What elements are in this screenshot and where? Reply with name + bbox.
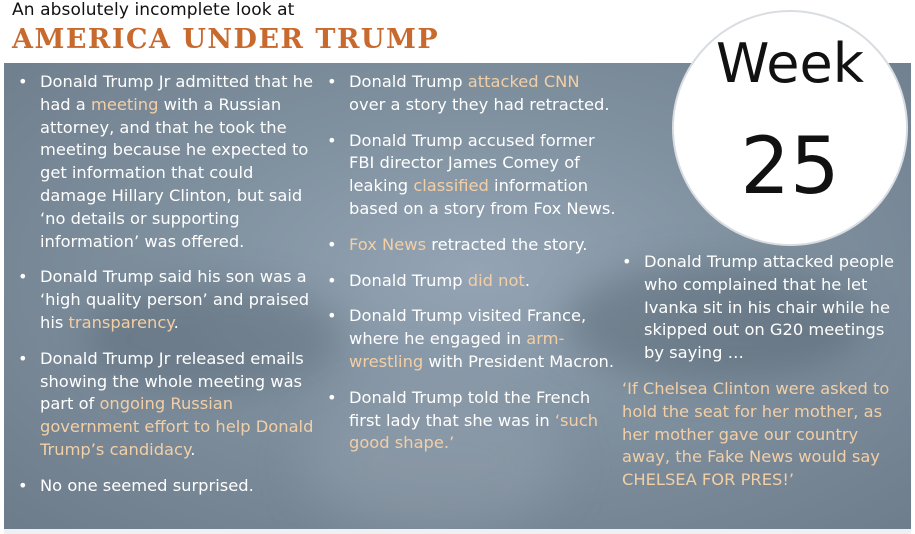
bullet-item bbox=[622, 251, 904, 365]
bottom-strip bbox=[4, 529, 911, 534]
bullet-icon: • bbox=[18, 267, 28, 287]
bullet-icon: • bbox=[327, 306, 337, 326]
news-column-2 bbox=[327, 71, 617, 468]
bullet-item bbox=[18, 71, 318, 253]
bullet-text: Donald Trump bbox=[349, 72, 468, 91]
bullet-text: Donald Trump bbox=[349, 270, 468, 290]
bullet-text: with President Macron. bbox=[423, 351, 615, 371]
bullet-item bbox=[18, 266, 318, 334]
bullet-text: Donald Trump accused former FBI director James Comey of leaking bbox=[349, 130, 595, 196]
highlighted-link-text[interactable]: attacked CNN bbox=[467, 72, 580, 91]
highlighted-link-text[interactable]: classified bbox=[413, 176, 489, 196]
highlighted-link-text[interactable]: Fox News bbox=[349, 234, 427, 254]
bullet-item bbox=[327, 305, 617, 373]
bullet-icon: • bbox=[622, 252, 632, 271]
bullet-item bbox=[327, 71, 617, 117]
week-label: Week bbox=[716, 32, 864, 95]
bullet-text: over a story they had retracted. bbox=[349, 94, 610, 114]
news-column-3 bbox=[622, 251, 904, 492]
bullet-text: . bbox=[173, 312, 179, 332]
page-title: AMERICA UNDER TRUMP bbox=[12, 24, 440, 55]
bullet-text: with a Russian attorney, and that he took the meeting because he expected to get information that could damage Hillary Clinton, but said ‘no details or supporting information’ was offered. bbox=[40, 94, 309, 251]
bullet-item bbox=[18, 475, 318, 498]
bullet-icon: • bbox=[327, 387, 337, 407]
bullet-text: Donald Trump told the French first lady that she was in bbox=[349, 387, 591, 430]
bullet-text: Donald Trump said his son was a ‘high quality person’ and praised his bbox=[40, 267, 310, 332]
quote-text: ‘If Chelsea Clinton were asked to hold the seat for her mother, as her mother gave our country away, the Fake News would say CHELSEA FOR PRES!’ bbox=[622, 378, 890, 490]
bullet-icon: • bbox=[327, 270, 337, 290]
bullet-text: retracted the story. bbox=[426, 234, 588, 254]
highlighted-link-text[interactable]: arm-wrestling bbox=[349, 329, 565, 371]
bullet-item bbox=[327, 387, 617, 455]
kicker-text: An absolutely incomplete look at bbox=[12, 0, 295, 20]
week-number: 25 bbox=[740, 122, 840, 212]
bullet-text: information based on a story from Fox News. bbox=[349, 176, 616, 218]
highlighted-link-text[interactable]: ‘such good shape.’ bbox=[349, 410, 599, 453]
bullet-text: No one seemed surprised. bbox=[40, 475, 254, 495]
bullet-text: Donald Trump Jr admitted that he had a bbox=[40, 72, 313, 114]
bullet-icon: • bbox=[18, 475, 28, 495]
bullet-icon: • bbox=[18, 72, 28, 91]
bullet-text: Donald Trump Jr released emails showing the whole meeting was part of bbox=[40, 348, 304, 414]
bullet-text: Donald Trump attacked people who complained that he let Ivanka sit in his chair while he skipped out on G20 meetings by saying … bbox=[644, 252, 894, 363]
news-column-1 bbox=[18, 71, 318, 511]
bullet-text: Donald Trump visited France, where he engaged in bbox=[349, 306, 587, 349]
bullet-item bbox=[327, 270, 617, 293]
highlighted-link-text[interactable]: transparency bbox=[68, 312, 174, 332]
bullet-item bbox=[18, 348, 318, 462]
bullet-icon: • bbox=[327, 130, 337, 150]
week-badge bbox=[672, 10, 908, 246]
bullet-text: . bbox=[190, 439, 196, 459]
highlighted-link-text[interactable]: did not bbox=[467, 270, 525, 290]
highlighted-link-text[interactable]: ongoing Russian government effort to help Donald Trump’s candidacy bbox=[40, 394, 314, 459]
highlighted-link-text[interactable]: meeting bbox=[90, 94, 159, 114]
bullet-text: . bbox=[524, 270, 530, 290]
bullet-icon: • bbox=[18, 348, 28, 368]
bullet-item bbox=[327, 234, 617, 257]
bullet-icon: • bbox=[327, 72, 337, 91]
bullet-item bbox=[327, 130, 617, 221]
bullet-icon: • bbox=[327, 234, 337, 254]
